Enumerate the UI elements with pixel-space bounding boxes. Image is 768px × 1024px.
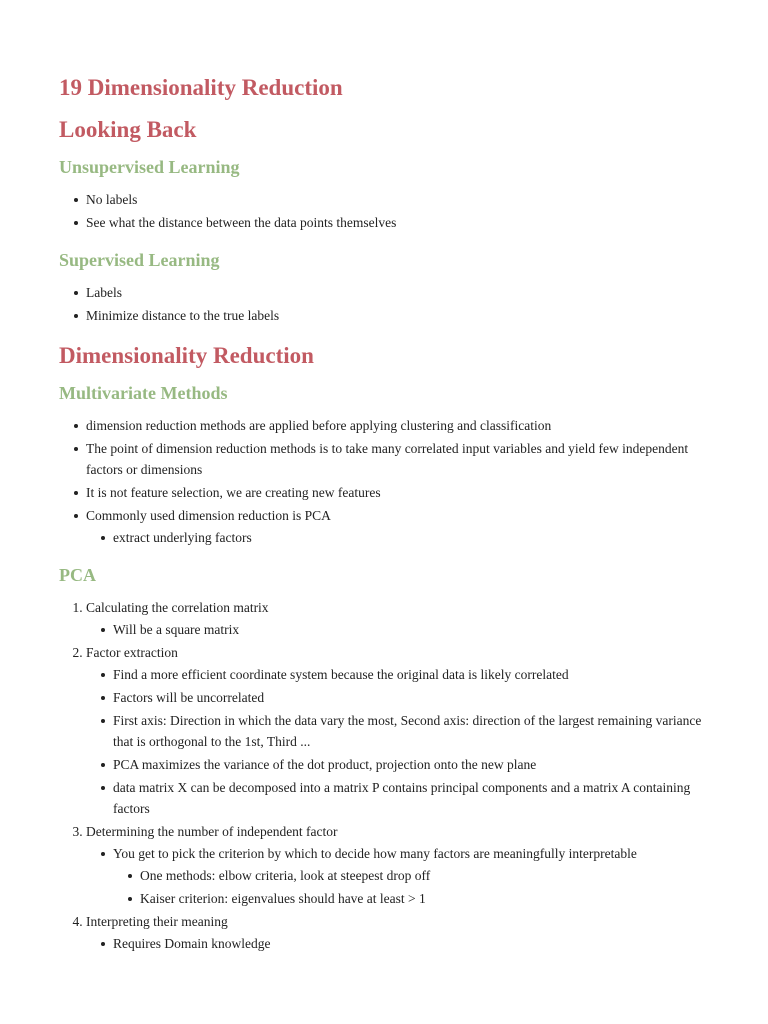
pca-step-text: Calculating the correlation matrix — [86, 600, 269, 615]
sublist-item: Factors will be uncorrelated — [113, 687, 704, 708]
supervised-list — [59, 282, 704, 326]
list-item: See what the distance between the data points themselves — [86, 212, 704, 233]
sublist-item: Requires Domain knowledge — [113, 933, 704, 954]
subheading-unsupervised: Unsupervised Learning — [59, 157, 240, 177]
nested-sublist-item: Kaiser criterion: eigenvalues should have at least > 1 — [140, 888, 704, 909]
sublist — [86, 664, 704, 819]
sublist-item — [113, 843, 704, 909]
nested-sublist-item: One methods: elbow criteria, look at steepest drop off — [140, 865, 704, 886]
subheading-pca: PCA — [59, 565, 96, 585]
sublist-item-text: You get to pick the criterion by which to decide how many factors are meaningfully interpretable — [113, 846, 637, 861]
list-item-text: Commonly used dimension reduction is PCA — [86, 508, 331, 523]
pca-step-text: Determining the number of independent factor — [86, 824, 338, 839]
list-item: It is not feature selection, we are creating new features — [86, 482, 704, 503]
list-item: Labels — [86, 282, 704, 303]
subheading-multivariate: Multivariate Methods — [59, 383, 228, 403]
pca-step — [86, 911, 704, 954]
list-item: Minimize distance to the true labels — [86, 305, 704, 326]
list-item: The point of dimension reduction methods is to take many correlated input variables and yield few independent factors or dimensions — [86, 438, 704, 480]
sublist — [86, 933, 704, 954]
pca-step-text: Interpreting their meaning — [86, 914, 228, 929]
list-item — [86, 505, 704, 548]
page-title: 19 Dimensionality Reduction — [59, 75, 343, 100]
pca-steps-list — [59, 597, 704, 954]
sublist-item: First axis: Direction in which the data vary the most, Second axis: direction of the largest remaining variance that is orthogonal to the 1st, Third ... — [113, 710, 704, 752]
pca-step-text: Factor extraction — [86, 645, 178, 660]
sublist-item: Will be a square matrix — [113, 619, 704, 640]
sublist — [86, 527, 704, 548]
sublist — [86, 619, 704, 640]
list-item: dimension reduction methods are applied before applying clustering and classification — [86, 415, 704, 436]
pca-step — [86, 597, 704, 640]
sublist-item: extract underlying factors — [113, 527, 704, 548]
section-heading-dimensionality: Dimensionality Reduction — [59, 343, 314, 368]
sublist-item: PCA maximizes the variance of the dot product, projection onto the new plane — [113, 754, 704, 775]
pca-step — [86, 642, 704, 819]
nested-sublist — [113, 865, 704, 909]
section-heading-looking-back: Looking Back — [59, 117, 197, 142]
list-item: No labels — [86, 189, 704, 210]
sublist-item: Find a more efficient coordinate system because the original data is likely correlated — [113, 664, 704, 685]
sublist-item: data matrix X can be decomposed into a matrix P contains principal components and a matrix A containing factors — [113, 777, 704, 819]
sublist — [86, 843, 704, 909]
unsupervised-list — [59, 189, 704, 233]
multivariate-list — [59, 415, 704, 548]
subheading-supervised: Supervised Learning — [59, 250, 220, 270]
pca-step — [86, 821, 704, 909]
